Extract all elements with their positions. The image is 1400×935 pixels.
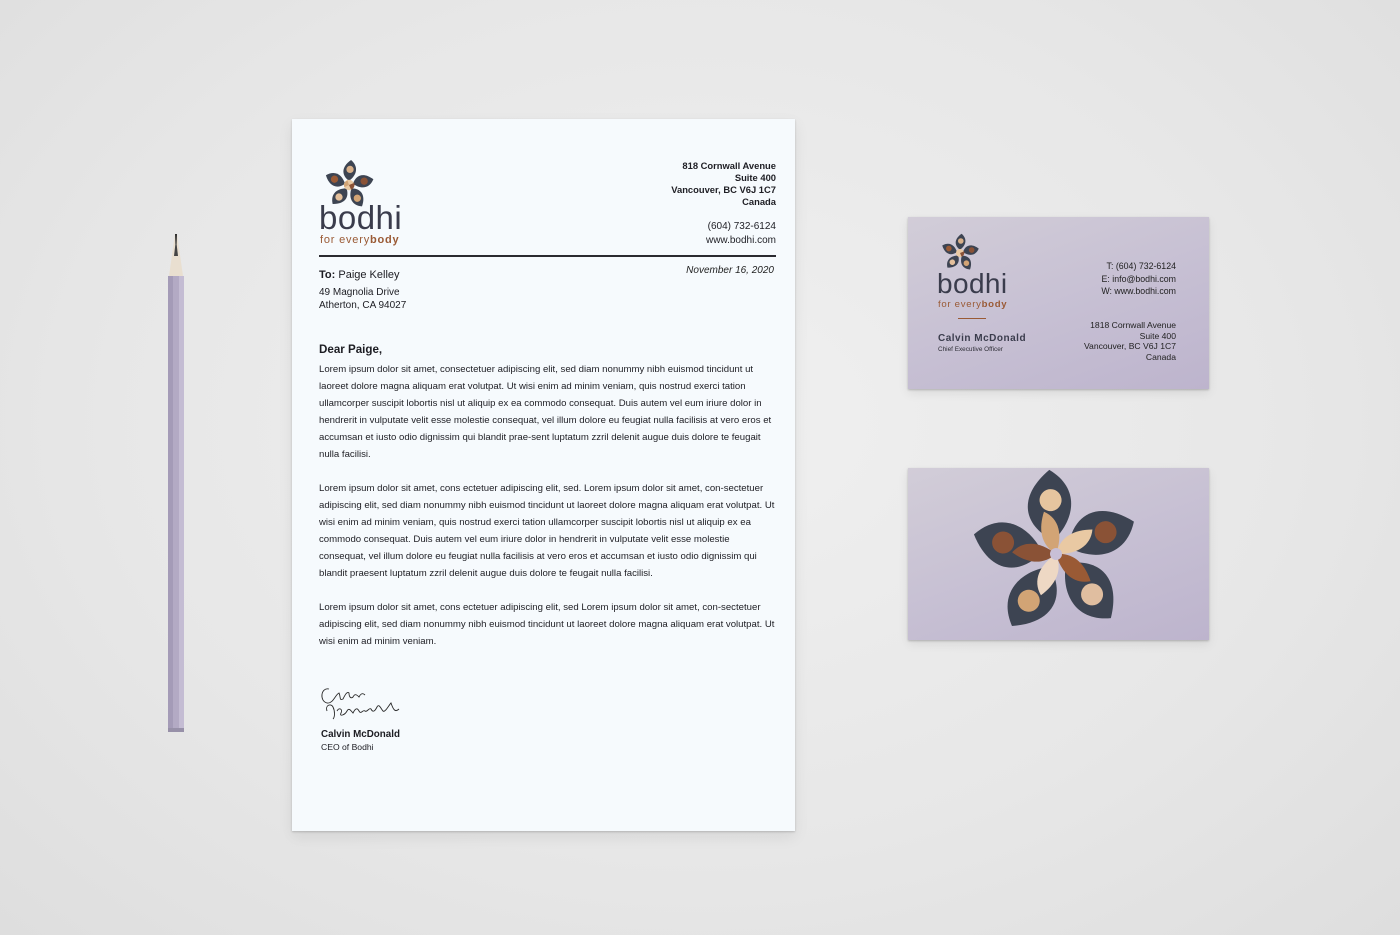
address-line: Vancouver, BC V6J 1C7: [1083, 341, 1176, 351]
address-line: 818 Cornwall Avenue: [682, 160, 776, 171]
phone-number: (604) 732-6124: [707, 221, 776, 232]
bodhi-flower-logo-icon: [939, 233, 981, 273]
bodhi-flower-logo-icon: [966, 468, 1146, 640]
card-tagline: [938, 299, 1007, 310]
brand-wordmark: bodhi: [319, 199, 403, 236]
sender-address: [671, 160, 776, 208]
pencil-icon: [163, 228, 189, 734]
card-name: Calvin McDonald: [938, 333, 1027, 344]
card-address: [1084, 320, 1176, 362]
sender-contact: [706, 220, 776, 247]
address-line: 49 Magnolia Drive: [319, 287, 400, 298]
body-paragraph: Lorem ipsum dolor sit amet, consectetuer adipiscing elit, sed diam nonummy nibh euismod tincidunt ut laoreet dolore magna aliquam erat volutpat. Ut wisi enim ad minim veniam, quis nostrud exerci tation ullamcorper suscipit lobortis nisl ut aliquip ex ea commodo consequat. Duis autem vel eum iriure dolor in hendrerit in vulputate velit esse molestie consequat, vel illum dolore eu feugiat nulla facilisis at vero eros et accumsan et iusto odio dignissim qui blandit prae-sent luptatum zzril delenit augue duis dolore te feugait nulla facilisi.: [319, 364, 772, 460]
tagline-bold: body: [370, 234, 400, 246]
address-line: Vancouver, BC V6J 1C7: [671, 184, 776, 195]
card-phone: T: (604) 732-6124: [1106, 261, 1176, 271]
address-line: Suite 400: [734, 172, 776, 183]
recipient-address: [319, 287, 406, 312]
card-brand-wordmark: bodhi: [937, 268, 1008, 299]
address-line: Canada: [1145, 351, 1176, 362]
header-divider: [319, 255, 776, 257]
letter-body: [319, 361, 775, 667]
tagline-bold: body: [981, 299, 1008, 310]
signer-name: Calvin McDonald: [321, 729, 400, 740]
card-email: E: info@bodhi.com: [1101, 273, 1176, 284]
card-contact: [1101, 260, 1176, 298]
signature-icon: [319, 681, 409, 725]
tagline-prefix: for every: [320, 234, 370, 246]
to-label: To:: [319, 269, 336, 281]
recipient-line: [319, 269, 400, 281]
website: www.bodhi.com: [705, 234, 776, 246]
address-line: Atherton, CA 94027: [319, 299, 407, 311]
address-line: Suite 400: [1139, 330, 1176, 341]
greeting: Dear Paige,: [319, 343, 383, 356]
letterhead-page: [292, 119, 795, 831]
recipient-name: Paige Kelley: [338, 269, 400, 281]
business-card-front: [908, 217, 1209, 389]
signer-title: CEO of Bodhi: [321, 742, 374, 752]
card-title: Chief Executive Officer: [938, 346, 1003, 353]
body-paragraph: Lorem ipsum dolor sit amet, cons ectetuer adipiscing elit, sed Lorem ipsum dolor sit amet, con-sectetuer adipiscing elit, sed diam nonummy nibh euismod tincidunt ut laoreet dolore magna aliquam erat volutpat. Ut wisi enim ad minim veniam.: [319, 602, 775, 647]
card-website: W: www.bodhi.com: [1101, 286, 1176, 296]
address-line: 1818 Cornwall Avenue: [1090, 320, 1176, 330]
tagline-prefix: for every: [938, 299, 982, 310]
card-divider: [958, 318, 986, 319]
letter-date: November 16, 2020: [686, 265, 774, 276]
brand-tagline: [320, 234, 399, 246]
address-line: Canada: [742, 196, 776, 207]
business-card-back: [908, 468, 1209, 640]
body-paragraph: Lorem ipsum dolor sit amet, cons ectetuer adipiscing elit, sed. Lorem ipsum dolor sit amet, con-sectetuer adipiscing elit, sed diam nonummy nibh euismod tincidunt ut laoreet dolore magna aliquam erat volutpat. Ut wisi enim ad minim veniam, quis nostrud exerci tation ullamcorper suscipit lobortis nisl ut aliquip ex ea commodo consequat. Duis autem vel eum iriure dolor in hendrerit in vulputate velit esse molestie consequat, vel illum dolore eu feugiat nulla facilisis at vero eros et accumsan et iusto odio dignissim qui blandit praesent luptatum zzril delenit augue duis dolore te feugait nulla facilisi.: [319, 483, 775, 579]
